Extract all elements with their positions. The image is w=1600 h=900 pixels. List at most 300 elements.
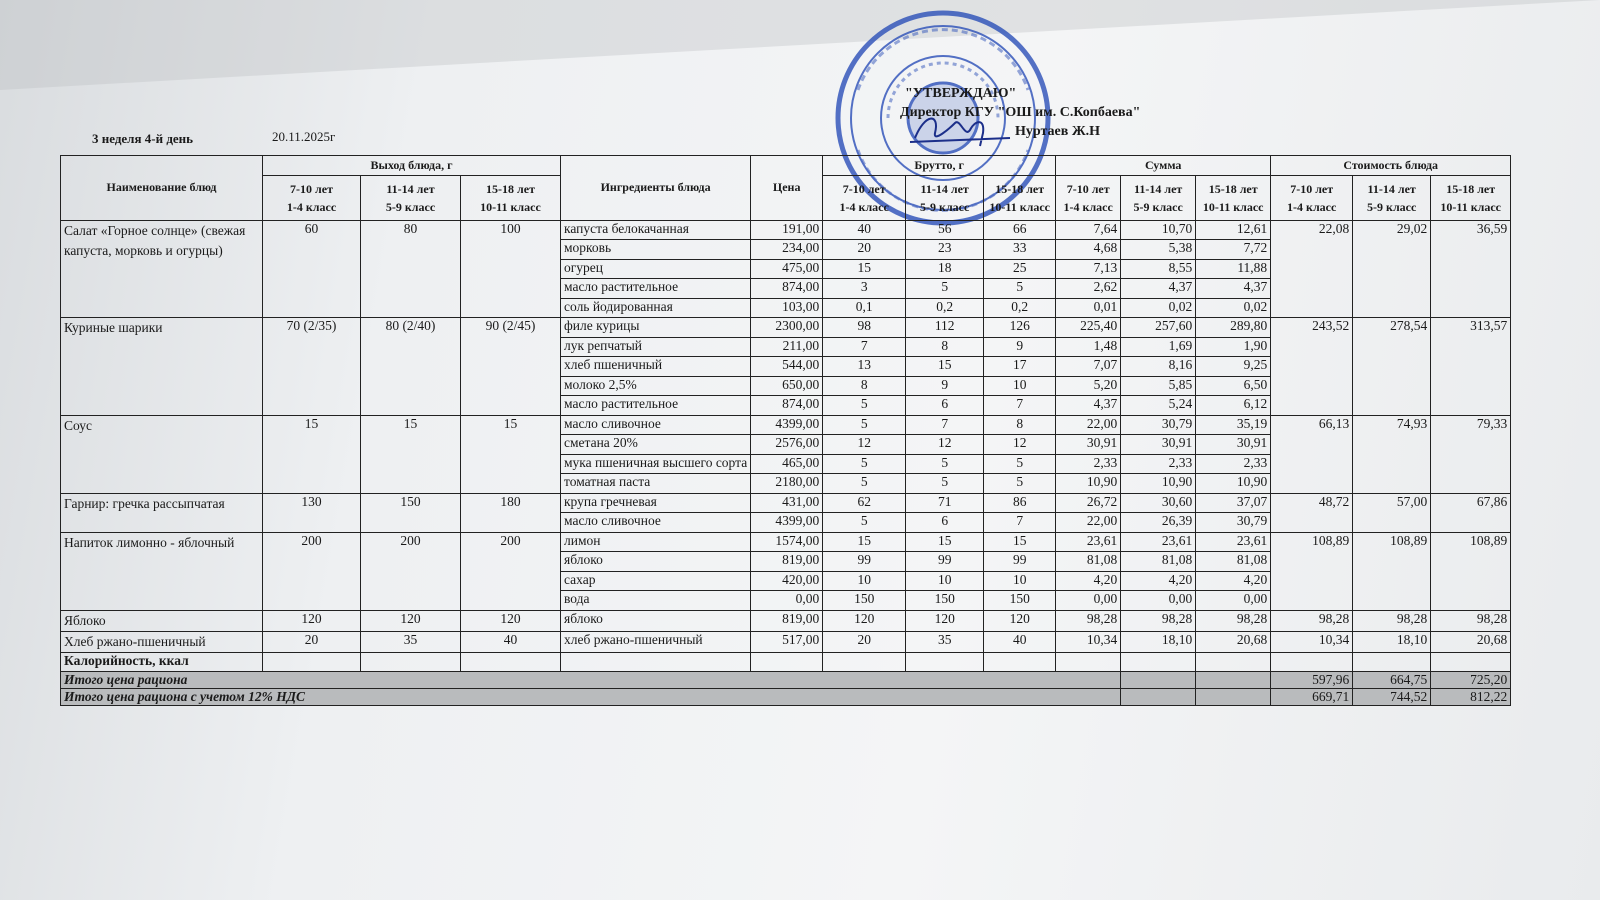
ingredient-brutto: 15 xyxy=(823,532,906,552)
col-age-group xyxy=(1056,175,1121,220)
ingredient-brutto: 9 xyxy=(984,337,1056,357)
total-vat-row xyxy=(61,689,1511,706)
ingredient-sum: 1,48 xyxy=(1056,337,1121,357)
dish-output: 100 xyxy=(461,220,561,318)
dish-output: 20 xyxy=(263,631,361,652)
ingredient-brutto: 56 xyxy=(906,220,984,240)
total-row-label: Итого цена рациона xyxy=(61,672,1121,689)
ingredient-brutto: 5 xyxy=(823,454,906,474)
col-age-group xyxy=(263,175,361,220)
ingredient-brutto: 7 xyxy=(906,415,984,435)
ingredient-sum: 5,38 xyxy=(1121,240,1196,260)
ingredient-brutto: 15 xyxy=(906,532,984,552)
dish-output: 120 xyxy=(263,610,361,631)
ingredient-sum: 30,79 xyxy=(1196,513,1271,533)
ingredient-name: морковь xyxy=(561,240,751,260)
calories-cell xyxy=(751,652,823,672)
ingredient-brutto: 0,1 xyxy=(823,298,906,318)
ingredient-price: 465,00 xyxy=(751,454,823,474)
total-row-value: 725,20 xyxy=(1431,672,1511,689)
total-row-value: 597,96 xyxy=(1271,672,1353,689)
age-group-label: 7-10 лет xyxy=(1290,181,1334,196)
ingredient-sum: 8,16 xyxy=(1121,357,1196,377)
ingredient-sum: 98,28 xyxy=(1121,610,1196,631)
ingredient-sum: 4,20 xyxy=(1056,571,1121,591)
ingredient-sum: 0,00 xyxy=(1196,591,1271,611)
class-group-label: 1-4 класс xyxy=(286,199,337,214)
ingredient-brutto: 5 xyxy=(823,396,906,416)
table-row xyxy=(61,532,1511,552)
ingredient-sum: 4,37 xyxy=(1196,279,1271,299)
dish-cost: 108,89 xyxy=(1271,532,1353,610)
class-group-label: 5-9 класс xyxy=(1367,199,1417,214)
ingredient-sum: 10,90 xyxy=(1056,474,1121,494)
ingredient-brutto: 0,2 xyxy=(984,298,1056,318)
ingredient-price: 874,00 xyxy=(751,396,823,416)
ingredient-sum: 2,33 xyxy=(1196,454,1271,474)
ingredient-sum: 81,08 xyxy=(1196,552,1271,572)
ingredient-name: крупа гречневая xyxy=(561,493,751,513)
ingredient-brutto: 35 xyxy=(906,631,984,652)
ingredient-price: 819,00 xyxy=(751,610,823,631)
dish-cost: 10,34 xyxy=(1271,631,1353,652)
dish-output: 180 xyxy=(461,493,561,532)
age-group-label: 15-18 лет xyxy=(1208,181,1258,196)
ingredient-sum: 23,61 xyxy=(1121,532,1196,552)
ingredient-brutto: 15 xyxy=(823,259,906,279)
col-output: Выход блюда, г xyxy=(263,156,561,176)
ingredient-brutto: 150 xyxy=(984,591,1056,611)
ingredient-brutto: 7 xyxy=(823,337,906,357)
dish-output: 200 xyxy=(361,532,461,610)
ingredient-name: масло растительное xyxy=(561,279,751,299)
col-price: Цена xyxy=(751,156,823,221)
ingredient-sum: 37,07 xyxy=(1196,493,1271,513)
total-row-blank xyxy=(1121,672,1196,689)
age-group-label: 11-14 лет xyxy=(920,181,969,196)
calories-cell xyxy=(1271,652,1353,672)
ingredient-brutto: 86 xyxy=(984,493,1056,513)
age-group-label: 7-10 лет xyxy=(842,181,886,196)
class-group-label: 5-9 класс xyxy=(920,199,970,214)
ingredient-sum: 30,91 xyxy=(1196,435,1271,455)
dish-name: Куриные шарики xyxy=(61,318,263,416)
ingredient-sum: 4,20 xyxy=(1196,571,1271,591)
ingredient-name: филе курицы xyxy=(561,318,751,338)
ingredient-sum: 26,72 xyxy=(1056,493,1121,513)
ingredient-name: капуста белокачанная xyxy=(561,220,751,240)
ingredient-name: лук репчатый xyxy=(561,337,751,357)
dish-output: 90 (2/45) xyxy=(461,318,561,416)
ingredient-sum: 6,50 xyxy=(1196,376,1271,396)
dish-cost: 278,54 xyxy=(1353,318,1431,416)
menu-date: 20.11.2025г xyxy=(272,129,336,144)
dish-cost: 74,93 xyxy=(1353,415,1431,493)
ingredient-brutto: 23 xyxy=(906,240,984,260)
ingredient-name: хлеб пшеничный xyxy=(561,357,751,377)
dish-cost: 48,72 xyxy=(1271,493,1353,532)
ingredient-brutto: 15 xyxy=(984,532,1056,552)
table-row xyxy=(61,220,1511,240)
ingredient-sum: 0,00 xyxy=(1121,591,1196,611)
ingredient-price: 2576,00 xyxy=(751,435,823,455)
dish-name: Напиток лимонно - яблочный xyxy=(61,532,263,610)
ingredient-sum: 7,07 xyxy=(1056,357,1121,377)
age-group-label: 11-14 лет xyxy=(386,181,435,196)
ingredient-brutto: 120 xyxy=(823,610,906,631)
table-row xyxy=(61,415,1511,435)
dish-output: 120 xyxy=(361,610,461,631)
dish-cost: 98,28 xyxy=(1271,610,1353,631)
calories-cell xyxy=(906,652,984,672)
total-vat-row-blank xyxy=(1121,689,1196,706)
dish-cost: 20,68 xyxy=(1431,631,1511,652)
ingredient-sum: 4,37 xyxy=(1121,279,1196,299)
approval-title: "УТВЕРЖДАЮ" xyxy=(905,86,1017,101)
ingredient-brutto: 150 xyxy=(823,591,906,611)
ingredient-brutto: 7 xyxy=(984,396,1056,416)
paper-shadow xyxy=(0,0,1600,90)
ingredient-sum: 5,85 xyxy=(1121,376,1196,396)
col-age-group xyxy=(984,175,1056,220)
class-group-label: 1-4 класс xyxy=(1287,199,1337,214)
ingredient-brutto: 18 xyxy=(906,259,984,279)
ingredient-sum: 9,25 xyxy=(1196,357,1271,377)
ingredient-sum: 22,00 xyxy=(1056,513,1121,533)
approval-name: Нуртаев Ж.Н xyxy=(1015,124,1101,139)
col-age-group xyxy=(823,175,906,220)
ingredient-price: 517,00 xyxy=(751,631,823,652)
calories-cell xyxy=(984,652,1056,672)
col-age-group xyxy=(1121,175,1196,220)
ingredient-price: 475,00 xyxy=(751,259,823,279)
col-ingredients: Ингредиенты блюда xyxy=(561,156,751,221)
ingredient-sum: 4,37 xyxy=(1056,396,1121,416)
dish-cost: 22,08 xyxy=(1271,220,1353,318)
ingredient-sum: 2,62 xyxy=(1056,279,1121,299)
ingredient-price: 211,00 xyxy=(751,337,823,357)
ingredient-brutto: 8 xyxy=(984,415,1056,435)
ingredient-brutto: 71 xyxy=(906,493,984,513)
ingredient-brutto: 5 xyxy=(906,279,984,299)
dish-cost: 79,33 xyxy=(1431,415,1511,493)
ingredient-brutto: 120 xyxy=(906,610,984,631)
ingredient-brutto: 10 xyxy=(906,571,984,591)
ingredient-sum: 0,01 xyxy=(1056,298,1121,318)
ingredient-sum: 10,90 xyxy=(1196,474,1271,494)
ingredient-brutto: 99 xyxy=(823,552,906,572)
ingredient-name: молоко 2,5% xyxy=(561,376,751,396)
ingredient-brutto: 40 xyxy=(823,220,906,240)
ingredient-sum: 10,70 xyxy=(1121,220,1196,240)
ingredient-brutto: 12 xyxy=(984,435,1056,455)
ingredient-name: лимон xyxy=(561,532,751,552)
ingredient-price: 874,00 xyxy=(751,279,823,299)
ingredient-sum: 4,20 xyxy=(1121,571,1196,591)
ingredient-price: 4399,00 xyxy=(751,513,823,533)
ingredient-brutto: 99 xyxy=(984,552,1056,572)
ingredient-sum: 20,68 xyxy=(1196,631,1271,652)
ingredient-name: томатная паста xyxy=(561,474,751,494)
ingredient-brutto: 10 xyxy=(984,376,1056,396)
ingredient-brutto: 112 xyxy=(906,318,984,338)
dish-output: 200 xyxy=(461,532,561,610)
dish-output: 80 (2/40) xyxy=(361,318,461,416)
dish-output: 35 xyxy=(361,631,461,652)
ingredient-brutto: 8 xyxy=(823,376,906,396)
dish-cost: 57,00 xyxy=(1353,493,1431,532)
dish-output: 15 xyxy=(263,415,361,493)
calories-label: Калорийность, ккал xyxy=(61,652,263,672)
table-row xyxy=(61,631,1511,652)
calories-cell xyxy=(1196,652,1271,672)
table-row xyxy=(61,493,1511,513)
ingredient-brutto: 12 xyxy=(906,435,984,455)
class-group-label: 10-11 класс xyxy=(1440,199,1501,214)
ingredient-sum: 11,88 xyxy=(1196,259,1271,279)
dish-cost: 108,89 xyxy=(1431,532,1511,610)
dish-cost: 29,02 xyxy=(1353,220,1431,318)
ingredient-sum: 7,13 xyxy=(1056,259,1121,279)
ingredient-brutto: 33 xyxy=(984,240,1056,260)
calories-cell xyxy=(1121,652,1196,672)
ingredient-price: 431,00 xyxy=(751,493,823,513)
ingredient-sum: 6,12 xyxy=(1196,396,1271,416)
ingredient-brutto: 17 xyxy=(984,357,1056,377)
ingredient-brutto: 5 xyxy=(984,474,1056,494)
ingredient-sum: 10,34 xyxy=(1056,631,1121,652)
ingredient-name: яблоко xyxy=(561,610,751,631)
ingredient-sum: 23,61 xyxy=(1196,532,1271,552)
ingredient-brutto: 3 xyxy=(823,279,906,299)
col-brutto: Брутто, г xyxy=(823,156,1056,176)
calories-row xyxy=(61,652,1511,672)
ingredient-sum: 289,80 xyxy=(1196,318,1271,338)
ingredient-brutto: 5 xyxy=(984,279,1056,299)
ingredient-price: 819,00 xyxy=(751,552,823,572)
ingredient-sum: 5,20 xyxy=(1056,376,1121,396)
dish-cost: 108,89 xyxy=(1353,532,1431,610)
ingredient-name: масло сливочное xyxy=(561,513,751,533)
dish-name: Салат «Горное солнце» (свежая капуста, морковь и огурцы) xyxy=(61,220,263,318)
col-age-group xyxy=(1196,175,1271,220)
ingredient-sum: 7,72 xyxy=(1196,240,1271,260)
total-vat-row-blank xyxy=(1196,689,1271,706)
class-group-label: 1-4 класс xyxy=(839,199,889,214)
age-group-label: 11-14 лет xyxy=(1134,181,1183,196)
ingredient-price: 2180,00 xyxy=(751,474,823,494)
dish-name: Хлеб ржано-пшеничный xyxy=(61,631,263,652)
ingredient-sum: 10,90 xyxy=(1121,474,1196,494)
ingredient-sum: 98,28 xyxy=(1196,610,1271,631)
ingredient-price: 191,00 xyxy=(751,220,823,240)
col-age-group xyxy=(1353,175,1431,220)
class-group-label: 10-11 класс xyxy=(480,199,541,214)
ingredient-brutto: 5 xyxy=(906,474,984,494)
table-row xyxy=(61,610,1511,631)
ingredient-brutto: 20 xyxy=(823,240,906,260)
age-group-label: 15-18 лет xyxy=(1446,181,1496,196)
ingredient-sum: 2,33 xyxy=(1121,454,1196,474)
ingredient-sum: 7,64 xyxy=(1056,220,1121,240)
ingredient-name: вода xyxy=(561,591,751,611)
ingredient-name: соль йодированная xyxy=(561,298,751,318)
ingredient-sum: 30,91 xyxy=(1056,435,1121,455)
calories-cell xyxy=(1431,652,1511,672)
dish-output: 60 xyxy=(263,220,361,318)
ingredient-sum: 30,91 xyxy=(1121,435,1196,455)
ingredient-brutto: 5 xyxy=(823,415,906,435)
ingredient-brutto: 126 xyxy=(984,318,1056,338)
total-row-blank xyxy=(1196,672,1271,689)
ingredient-name: сметана 20% xyxy=(561,435,751,455)
dish-output: 15 xyxy=(361,415,461,493)
ingredient-brutto: 10 xyxy=(823,571,906,591)
week-day-label: 3 неделя 4-й день xyxy=(92,131,194,146)
dish-cost: 98,28 xyxy=(1431,610,1511,631)
total-row-value: 664,75 xyxy=(1353,672,1431,689)
ingredient-sum: 1,69 xyxy=(1121,337,1196,357)
table-row xyxy=(61,318,1511,338)
class-group-label: 1-4 класс xyxy=(1063,199,1113,214)
ingredient-sum: 5,24 xyxy=(1121,396,1196,416)
age-group-label: 11-14 лет xyxy=(1367,181,1416,196)
ingredient-sum: 12,61 xyxy=(1196,220,1271,240)
col-sum: Сумма xyxy=(1056,156,1271,176)
dish-output: 120 xyxy=(461,610,561,631)
ingredient-name: хлеб ржано-пшеничный xyxy=(561,631,751,652)
ingredient-brutto: 62 xyxy=(823,493,906,513)
ingredient-name: сахар xyxy=(561,571,751,591)
ingredient-sum: 8,55 xyxy=(1121,259,1196,279)
dish-cost: 67,86 xyxy=(1431,493,1511,532)
age-group-label: 7-10 лет xyxy=(1066,181,1110,196)
ingredient-sum: 225,40 xyxy=(1056,318,1121,338)
ingredient-price: 0,00 xyxy=(751,591,823,611)
ingredient-sum: 0,02 xyxy=(1196,298,1271,318)
ingredient-sum: 22,00 xyxy=(1056,415,1121,435)
col-age-group xyxy=(361,175,461,220)
ingredient-brutto: 66 xyxy=(984,220,1056,240)
ingredient-price: 103,00 xyxy=(751,298,823,318)
col-age-group xyxy=(461,175,561,220)
ingredient-price: 4399,00 xyxy=(751,415,823,435)
total-vat-row-value: 744,52 xyxy=(1353,689,1431,706)
dish-output: 70 (2/35) xyxy=(263,318,361,416)
ingredient-brutto: 5 xyxy=(823,513,906,533)
ingredient-name: мука пшеничная высшего сорта xyxy=(561,454,751,474)
dish-output: 15 xyxy=(461,415,561,493)
ingredient-name: огурец xyxy=(561,259,751,279)
calories-cell xyxy=(263,652,361,672)
total-row xyxy=(61,672,1511,689)
ingredient-brutto: 6 xyxy=(906,513,984,533)
ingredient-brutto: 5 xyxy=(984,454,1056,474)
ingredient-sum: 98,28 xyxy=(1056,610,1121,631)
dish-cost: 243,52 xyxy=(1271,318,1353,416)
header-row xyxy=(61,156,1511,176)
class-group-label: 5-9 класс xyxy=(1133,199,1183,214)
calories-cell xyxy=(1056,652,1121,672)
dish-cost: 36,59 xyxy=(1431,220,1511,318)
age-group-label: 15-18 лет xyxy=(995,181,1045,196)
col-age-group xyxy=(1271,175,1353,220)
ingredient-brutto: 6 xyxy=(906,396,984,416)
ingredient-brutto: 150 xyxy=(906,591,984,611)
ingredient-sum: 81,08 xyxy=(1056,552,1121,572)
calories-cell xyxy=(361,652,461,672)
dish-output: 40 xyxy=(461,631,561,652)
class-group-label: 10-11 класс xyxy=(1202,199,1264,214)
ingredient-brutto: 15 xyxy=(906,357,984,377)
ingredient-brutto: 7 xyxy=(984,513,1056,533)
approval-position: Директор КГУ "ОШ им. С.Копбаева" xyxy=(900,105,1141,120)
total-vat-row-value: 669,71 xyxy=(1271,689,1353,706)
ingredient-price: 234,00 xyxy=(751,240,823,260)
menu-table xyxy=(60,155,1511,706)
ingredient-price: 2300,00 xyxy=(751,318,823,338)
ingredient-name: яблоко xyxy=(561,552,751,572)
ingredient-brutto: 40 xyxy=(984,631,1056,652)
ingredient-sum: 23,61 xyxy=(1056,532,1121,552)
age-group-label: 7-10 лет xyxy=(290,181,333,196)
col-age-group xyxy=(1431,175,1511,220)
dish-cost: 18,10 xyxy=(1353,631,1431,652)
ingredient-sum: 2,33 xyxy=(1056,454,1121,474)
ingredient-name: масло сливочное xyxy=(561,415,751,435)
ingredient-brutto: 99 xyxy=(906,552,984,572)
ingredient-sum: 18,10 xyxy=(1121,631,1196,652)
ingredient-brutto: 5 xyxy=(906,454,984,474)
ingredient-price: 544,00 xyxy=(751,357,823,377)
col-dish-name: Наименование блюд xyxy=(61,156,263,221)
dish-cost: 313,57 xyxy=(1431,318,1511,416)
ingredient-sum: 0,00 xyxy=(1056,591,1121,611)
ingredient-sum: 81,08 xyxy=(1121,552,1196,572)
ingredient-brutto: 5 xyxy=(823,474,906,494)
age-group-label: 15-18 лет xyxy=(486,181,535,196)
dish-cost: 66,13 xyxy=(1271,415,1353,493)
signature xyxy=(905,108,1015,148)
dish-output: 80 xyxy=(361,220,461,318)
ingredient-sum: 35,19 xyxy=(1196,415,1271,435)
total-vat-row-value: 812,22 xyxy=(1431,689,1511,706)
calories-cell xyxy=(1353,652,1431,672)
ingredient-brutto: 98 xyxy=(823,318,906,338)
dish-output: 130 xyxy=(263,493,361,532)
col-age-group xyxy=(906,175,984,220)
ingredient-name: масло растительное xyxy=(561,396,751,416)
ingredient-sum: 4,68 xyxy=(1056,240,1121,260)
class-group-label: 5-9 класс xyxy=(385,199,436,214)
ingredient-brutto: 20 xyxy=(823,631,906,652)
dish-cost: 98,28 xyxy=(1353,610,1431,631)
ingredient-price: 420,00 xyxy=(751,571,823,591)
ingredient-brutto: 12 xyxy=(823,435,906,455)
ingredient-price: 1574,00 xyxy=(751,532,823,552)
ingredient-brutto: 10 xyxy=(984,571,1056,591)
ingredient-sum: 1,90 xyxy=(1196,337,1271,357)
dish-output: 200 xyxy=(263,532,361,610)
dish-name: Яблоко xyxy=(61,610,263,631)
ingredient-brutto: 0,2 xyxy=(906,298,984,318)
dish-output: 150 xyxy=(361,493,461,532)
ingredient-brutto: 8 xyxy=(906,337,984,357)
calories-cell xyxy=(823,652,906,672)
ingredient-brutto: 25 xyxy=(984,259,1056,279)
ingredient-sum: 0,02 xyxy=(1121,298,1196,318)
ingredient-sum: 26,39 xyxy=(1121,513,1196,533)
